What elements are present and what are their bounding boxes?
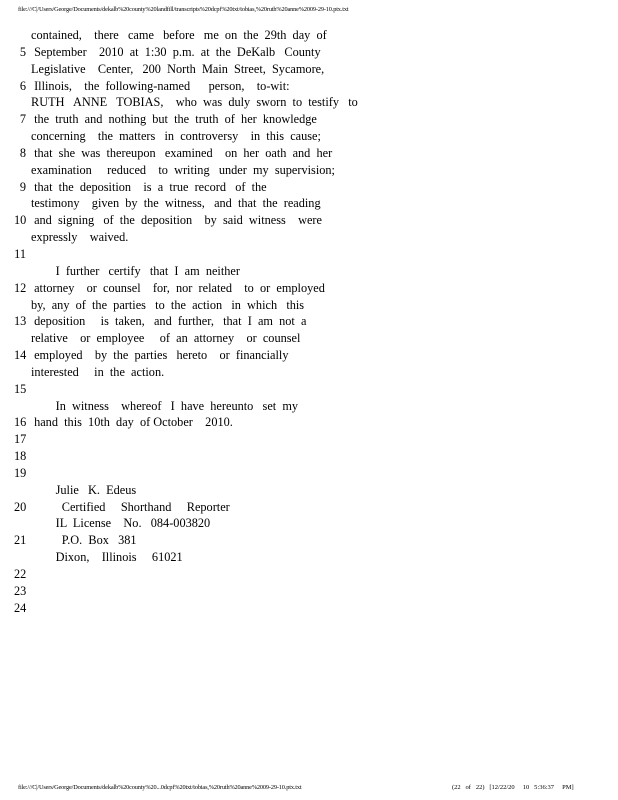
line-number: 23: [14, 583, 27, 598]
line-text: expressly waived.: [31, 230, 129, 245]
transcript-line: [0, 499, 618, 516]
transcript-line: [0, 482, 618, 499]
line-number: 19: [14, 465, 27, 480]
line-text: In witness whereof I have hereunto set my: [31, 398, 299, 413]
line-text: September 2010 at 1:30 p.m. at the DeKalb County: [31, 44, 321, 59]
file-path-header: file:///C|/Users/George/Documents/dekalb%20county%20landfill/transcripts%20dcpf%20txt/tobias,%20ruth%20anne%2009-29-10.ptx.txt: [18, 6, 349, 13]
line-text: I further certify that I am neither: [31, 263, 240, 278]
transcript-line: [0, 179, 618, 196]
transcript-line: [0, 61, 618, 78]
transcript-line: [0, 246, 618, 263]
transcript-line: [0, 330, 618, 347]
transcript-line: [0, 381, 618, 398]
page-info: (22 of 22) [12/22/20 10 5:36:37 PM]: [452, 784, 574, 791]
transcript-line: [0, 515, 618, 532]
transcript-line: [0, 414, 618, 431]
transcript-line: [0, 313, 618, 330]
transcript-line: [0, 44, 618, 61]
line-text: Certified Shorthand Reporter: [31, 499, 230, 514]
transcript-line: [0, 583, 618, 600]
line-text: testimony given by the witness, and that the reading: [31, 196, 321, 211]
line-text: employed by the parties hereto or financially: [31, 348, 289, 363]
line-text: relative or employee of an attorney or counsel: [31, 331, 301, 346]
transcript-line: [0, 448, 618, 465]
line-text: interested in the action.: [31, 364, 165, 379]
line-text: that the deposition is a true record of the: [31, 179, 267, 194]
transcript-line: [0, 27, 618, 44]
line-number: 8: [19, 145, 26, 160]
line-text: Legislative Center, 200 North Main Street, Sycamore,: [31, 61, 325, 76]
transcript-line: [0, 128, 618, 145]
transcript-line: [0, 532, 618, 549]
line-number: 14: [14, 348, 27, 363]
line-text: examination reduced to writing under my supervision;: [31, 162, 335, 177]
line-text: Dixon, Illinois 61021: [31, 550, 183, 565]
line-number: 10: [14, 213, 27, 228]
line-text: P.O. Box 381: [31, 533, 137, 548]
transcript-line: [0, 94, 618, 111]
transcript-line: [0, 398, 618, 415]
line-text: attorney or counsel for, nor related to or employed: [31, 280, 325, 295]
line-number: 5: [19, 44, 26, 59]
transcript-line: [0, 212, 618, 229]
transcript-line: [0, 195, 618, 212]
line-number: 17: [14, 432, 27, 447]
line-text: and signing of the deposition by said witness were: [31, 213, 322, 228]
transcript-line: [0, 347, 618, 364]
line-number: 9: [19, 179, 26, 194]
transcript-line: [0, 280, 618, 297]
line-text: deposition is taken, and further, that I am not a: [31, 314, 307, 329]
line-text: hand this 10th day of October 2010.: [31, 415, 233, 430]
transcript-line: [0, 297, 618, 314]
line-number: 18: [14, 449, 27, 464]
transcript-line: [0, 566, 618, 583]
transcript-line: [0, 549, 618, 566]
file-path-footer: file:///C|/Users/George/Documents/dekalb%20county%20...0dcpf%20txt/tobias,%20ruth%20anne%2009-29-10.ptx.txt: [18, 784, 302, 791]
line-text: the truth and nothing but the truth of her knowledge: [31, 112, 317, 127]
transcript-line: [0, 263, 618, 280]
line-number: 22: [14, 567, 27, 581]
line-number: 24: [14, 600, 27, 615]
transcript-line: [0, 600, 618, 617]
transcript-line: [0, 431, 618, 448]
line-text: Julie K. Edeus: [31, 482, 137, 497]
line-text: that she was thereupon examined on her oath and her: [31, 145, 333, 160]
line-text: RUTH ANNE TOBIAS, who was duly sworn to testify to: [31, 95, 358, 110]
line-number: 6: [19, 78, 26, 93]
transcript-line: [0, 364, 618, 381]
line-number: 21: [14, 533, 27, 548]
transcript-line: [0, 145, 618, 162]
line-number: 11: [14, 246, 26, 261]
line-number: 12: [14, 280, 27, 295]
line-number: 20: [14, 499, 27, 514]
line-number: 7: [19, 112, 26, 127]
line-number: 16: [14, 415, 27, 430]
transcript-line: [0, 111, 618, 128]
line-number: 15: [14, 381, 27, 396]
line-text: IL License No. 084-003820: [31, 516, 211, 531]
transcript-body: [0, 27, 618, 617]
transcript-line: [0, 465, 618, 482]
line-text: contained, there came before me on the 29th day of: [31, 28, 327, 42]
transcript-line: [0, 78, 618, 95]
transcript-line: [0, 162, 618, 179]
line-number: 13: [14, 314, 27, 329]
line-text: by, any of the parties to the action in which this: [31, 297, 305, 312]
line-text: Illinois, the following-named person, to-wit:: [31, 78, 290, 93]
transcript-line: [0, 229, 618, 246]
line-text: concerning the matters in controversy in this cause;: [31, 129, 321, 144]
